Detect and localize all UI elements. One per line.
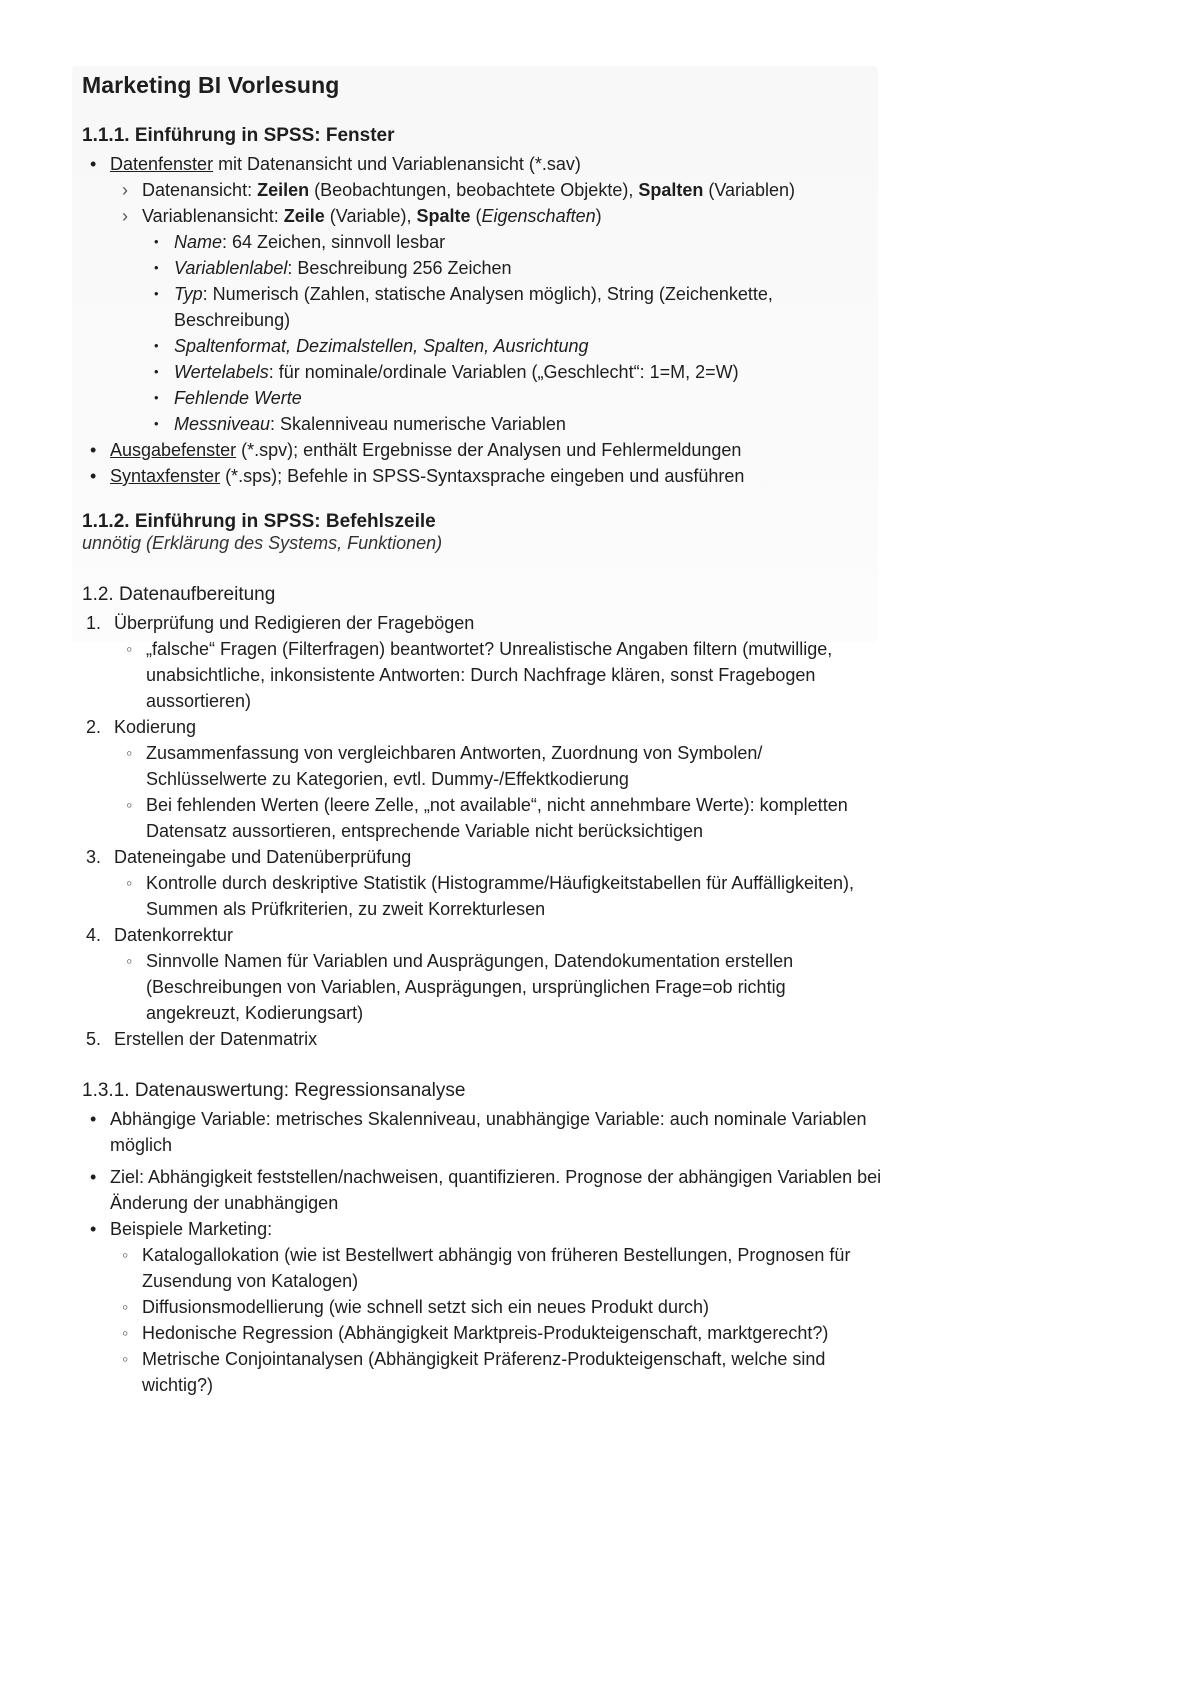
numbered-item [86,844,882,922]
numbered-item [86,1026,882,1052]
list-item-text: : 64 Zeichen, sinnvoll lesbar [222,232,446,252]
list-item-text: ) [595,206,602,226]
list-item-text: Beispiele Marketing: [110,1219,273,1239]
list-item-text: : Beschreibung 256 Zeichen [287,258,512,278]
sub-item: ◦ Kontrolle durch deskriptive Statistik (Histogramme/Häufigkeitstabellen für Auffälligkeiten), Summen als Prüfkriterien, zu zweit Korrekturlesen [146,870,882,922]
datenfenster-link[interactable]: Datenfenster [110,154,214,174]
sub-item: ◦ „falsche“ Fragen (Filterfragen) beantwortet? Unrealistische Angaben filtern (mutwillige, unabsichtliche, inkonsistente Antworten: Durch Nachfrage klären, sonst Fragebogen aussortieren) [146,636,882,714]
list-item [110,151,882,437]
list-item-text: ( [470,206,482,226]
list-item-text: : für nominale/ordinale Variablen („Geschlecht“: 1=M, 2=W) [268,362,739,382]
page-title: Marketing BI Vorlesung [82,72,340,98]
section-heading: 1.2. Datenaufbereitung [82,584,276,605]
bullet-list [82,1106,882,1398]
section-heading: 1.3.1. Datenauswertung: Regressionsanalyse [82,1080,466,1101]
sub-item: ◦ Bei fehlenden Werten (leere Zelle, „not available“, nicht annehmbare Werte): kompletten Datensatz aussortieren, entsprechende Variable nicht berücksichtigen [146,792,882,844]
list-item [174,333,882,359]
property-list [142,229,882,437]
list-item [174,385,882,411]
list-item-text: Datenansicht: [142,180,258,200]
bold-text: Zeile [283,206,325,226]
section-note: unnötig (Erklärung des Systems, Funktionen) [82,533,443,553]
italic-text: Eigenschaften [481,206,596,226]
sub-list [114,636,882,714]
italic-text: Name [174,232,223,252]
example-item: ◦ Diffusionsmodellierung (wie schnell setzt sich ein neues Produkt durch) [142,1294,882,1320]
list-item [174,359,882,385]
italic-text: Variablenlabel [174,258,288,278]
item-text: Dateneingabe und Datenüberprüfung [114,847,412,867]
sub-list [114,740,882,844]
list-item-text: : Skalenniveau numerische Variablen [270,414,566,434]
numbered-item [86,610,882,714]
bullet-list [82,151,882,489]
ausgabefenster-link[interactable]: Ausgabefenster [110,440,237,460]
example-item: ◦ Katalogallokation (wie ist Bestellwert abhängig von früheren Bestellungen, Prognosen für Zusendung von Katalogen) [142,1242,882,1294]
list-item-text: : Numerisch (Zahlen, statische Analysen möglich), String (Zeichenkette, Beschreibung) [174,284,773,330]
section-heading: 1.1.2. Einführung in SPSS: Befehlszeile [82,511,436,532]
sub-item: ◦ Sinnvolle Namen für Variablen und Ausprägungen, Datendokumentation erstellen (Beschreibungen von Variablen, Ausprägungen, ursprünglichen Frage=ob richtig angekreuzt, Kodierungsart) [146,948,882,1026]
list-item [174,255,882,281]
list-item [110,463,882,489]
list-item [174,411,882,437]
item-number: 2. [86,717,102,737]
sub-item: ◦ Zusammenfassung von vergleichbaren Antworten, Zuordnung von Symbolen/ Schlüsselwerte zu Kategorien, evtl. Dummy-/Effektkodierung [146,740,882,792]
italic-text: Wertelabels [174,362,269,382]
italic-text: Messniveau [174,414,271,434]
section-heading: 1.1.1. Einführung in SPSS: Fenster [82,125,395,146]
list-item: • Ziel: Abhängigkeit feststellen/nachweisen, quantifizieren. Prognose der abhängigen Variablen bei Änderung der unabhängigen [110,1164,882,1216]
item-text: Erstellen der Datenmatrix [114,1029,318,1049]
item-text: Datenkorrektur [114,925,234,945]
list-item [142,203,882,437]
item-number: 5. [86,1029,102,1049]
example-item: ◦ Hedonische Regression (Abhängigkeit Marktpreis-Produkteigenschaft, marktgerecht?) [142,1320,882,1346]
list-item-text: mit Datenansicht und Variablenansicht (*.sav) [213,154,581,174]
item-text: Kodierung [114,717,197,737]
list-item-text: Variablenansicht: [142,206,284,226]
syntaxfenster-link[interactable]: Syntaxfenster [110,466,221,486]
bold-text: Zeilen [257,180,310,200]
section-1-1-2 [82,511,882,554]
list-item [110,1216,882,1398]
list-item [174,229,882,255]
numbered-item [86,714,882,844]
list-item-text: (*.spv); enthält Ergebnisse der Analysen und Fehlermeldungen [236,440,742,460]
item-number: 4. [86,925,102,945]
bold-text: Spalte [416,206,471,226]
sub-list [110,177,882,437]
section-1-1-1 [82,125,882,489]
item-number: 3. [86,847,102,867]
italic-text: Spaltenformat, Dezimalstellen, Spalten, Ausrichtung [174,336,589,356]
item-number: 1. [86,613,102,633]
italic-text: Typ [174,284,203,304]
sub-list [114,948,882,1026]
italic-text: Fehlende Werte [174,388,302,408]
list-item-text: (Variablen) [703,180,796,200]
item-text: Überprüfung und Redigieren der Fragebögen [114,613,475,633]
example-list [110,1242,882,1398]
section-1-2 [82,584,882,1052]
list-item [110,437,882,463]
list-item-text: (Variable), [324,206,417,226]
bold-text: Spalten [638,180,704,200]
sub-list [114,870,882,922]
section-1-3-1 [82,1080,882,1398]
example-item: ◦ Metrische Conjointanalysen (Abhängigkeit Präferenz-Produkteigenschaft, welche sind wichtig?) [142,1346,882,1398]
list-item [142,177,882,203]
document-content [82,72,882,1420]
list-item [174,281,882,333]
list-item-text: (*.sps); Befehle in SPSS-Syntaxsprache eingeben und ausführen [220,466,745,486]
numbered-list [82,610,882,1052]
numbered-item [86,922,882,1026]
list-item-text: (Beobachtungen, beobachtete Objekte), [309,180,639,200]
list-item: • Abhängige Variable: metrisches Skalenniveau, unabhängige Variable: auch nominale Variablen möglich [110,1106,882,1158]
